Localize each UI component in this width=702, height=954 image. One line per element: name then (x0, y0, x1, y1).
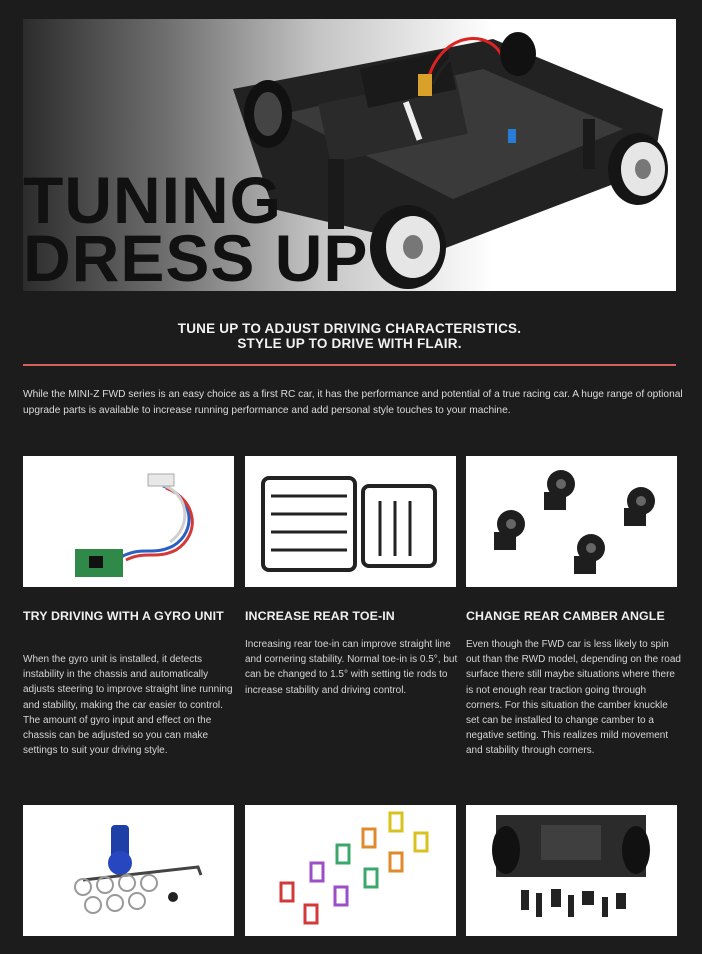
spring-set-image (245, 805, 456, 936)
hero-title (23, 163, 369, 291)
gyro-unit-image (23, 456, 234, 587)
section-divider (23, 364, 676, 366)
hero-title-line1: TUNING (23, 163, 282, 237)
card-title-gyro: TRY DRIVING WITH A GYRO UNIT (23, 609, 224, 623)
intro-paragraph: While the MINI-Z FWD series is an easy choice as a first RC car, it has the performance and potential of a true racing car. A huge range of optional upgrade parts is available to increase running performance and add personal style touches to your machine. (23, 389, 683, 416)
card-text-toe-in: Increasing rear toe-in can improve straight line and cornering stability. Normal toe-in is 0.5°, but can be changed to 1.5° with setting tie rods to increase stability and driving control. (245, 639, 458, 696)
tagline-line2: STYLE UP TO DRIVE WITH FLAIR. (237, 336, 462, 351)
camber-knuckle-image (466, 456, 677, 587)
card-title-toe-in: INCREASE REAR TOE-IN (245, 609, 395, 623)
card-text-gyro: When the gyro unit is installed, it detects instability in the chassis and automatically adjusts steering to improve straight line running and stability, making the car easier to control. The amount of gyro input and effect on the chassis can be adjusted so you can make settings to suit your driving style. (23, 654, 233, 757)
shock-parts-image (23, 805, 234, 936)
tagline (23, 321, 676, 351)
hero-banner (23, 19, 676, 291)
chassis-parts-image (466, 805, 677, 936)
card-text-camber: Even though the FWD car is less likely to spin out than the RWD model, depending on the road surface there still maybe situations where there is not enough rear traction going through corners. For this situation the camber knuckle set can be installed to change camber to a negative setting. This realizes mild movement and stability through corners. (466, 639, 681, 757)
card-title-camber: CHANGE REAR CAMBER ANGLE (466, 609, 665, 623)
hero-title-line2: DRESS UP (23, 221, 369, 291)
tagline-line1: TUNE UP TO ADJUST DRIVING CHARACTERISTICS. (177, 321, 522, 336)
tie-rod-parts-image (245, 456, 456, 587)
